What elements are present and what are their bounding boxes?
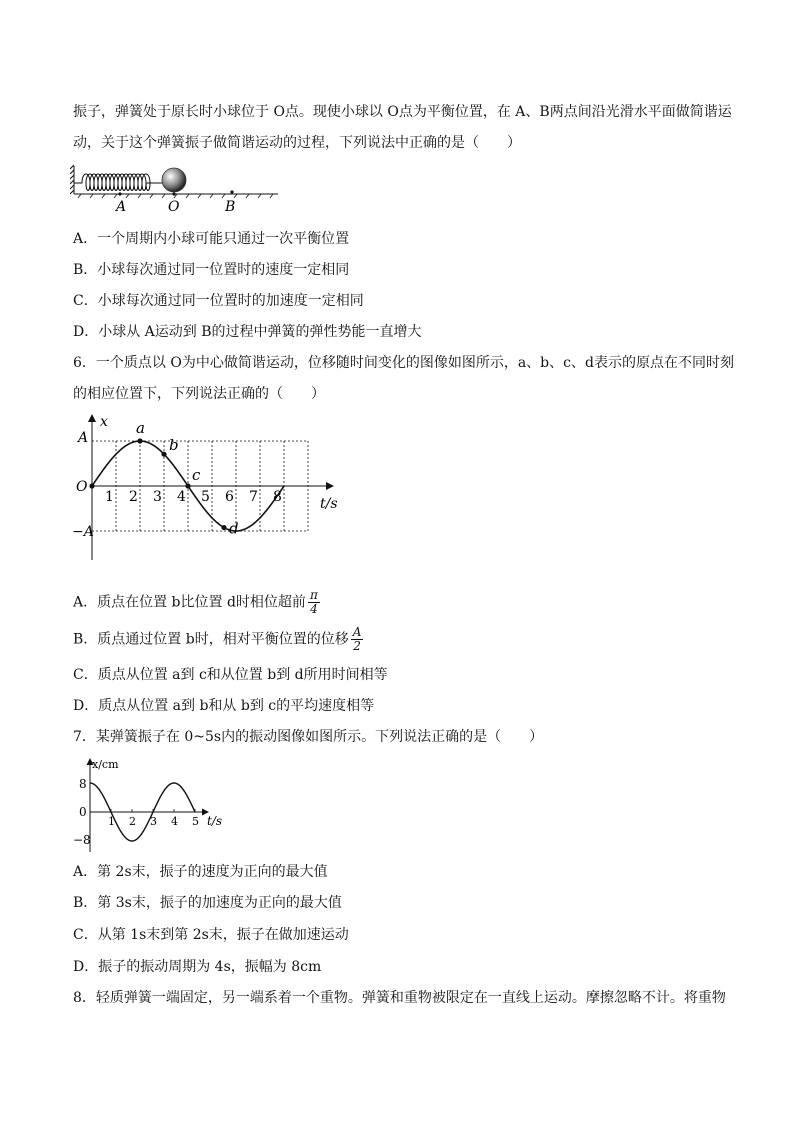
q7-option-b: B．第 3s末，振子的加速度为正向的最大值 <box>73 895 342 911</box>
q5-option-c: C．小球每次通过同一位置时的加速度一定相同 <box>73 293 364 309</box>
q6-displacement-chart <box>70 412 345 567</box>
point-label-a: a <box>136 419 145 437</box>
point-A <box>118 192 121 195</box>
point-label-d: d <box>229 519 239 538</box>
q5-stem-line2: 动，关于这个弹簧振子做简谐运动的过程，下列说法中正确的是（ ） <box>73 135 521 151</box>
y-tick-label-8: 8 <box>79 777 87 791</box>
x-tick-label: 1 <box>108 815 115 828</box>
ball <box>162 168 186 192</box>
x-tick-label: 1 <box>105 489 114 505</box>
fraction-pi-over-4: $\frac{\pi}{4}$ <box>309 588 318 616</box>
q7-option-d: D．振子的振动周期为 4s，振幅为 8cm <box>73 959 322 975</box>
x-tick-label: 2 <box>129 815 136 828</box>
y-tick-label-O: O <box>76 479 88 495</box>
point-label-c: c <box>192 466 201 484</box>
q6-stem-line1: 6．一个质点以 O为中心做简谐运动，位移随时间变化的图像如图所示，a、b、c、d表示的原点在不同时刻 <box>73 355 734 371</box>
y-tick-label-0: 0 <box>79 805 87 819</box>
label-A: A <box>116 199 127 215</box>
y-tick-label-negA: −A <box>72 524 94 540</box>
q5-option-d: D．小球从 A运动到 B的过程中弹簧的弹性势能一直增大 <box>73 324 422 340</box>
x-tick-label: 8 <box>273 489 282 505</box>
x-tick-label: 3 <box>153 489 162 505</box>
x-tick-label: 2 <box>129 489 138 505</box>
point-origin <box>89 483 94 488</box>
point-O <box>172 192 175 195</box>
spring-oscillator-figure <box>70 163 285 215</box>
x-tick-label: 3 <box>150 815 157 828</box>
x-axis-label: t/s <box>207 814 223 828</box>
label-O: O <box>168 199 180 215</box>
point-d <box>221 525 226 530</box>
label-B: B <box>225 199 236 215</box>
fraction-A-over-2: $\frac{A}{2}$ <box>352 625 362 653</box>
q8-stem-line1: 8．轻质弹簧一端固定，另一端系着一个重物。弹簧和重物被限定在一直线上运动。摩擦忽略不计。将重物 <box>73 990 726 1006</box>
y-axis-label: x/cm <box>92 758 119 771</box>
q7-option-a: A．第 2s末，振子的速度为正向的最大值 <box>73 864 328 880</box>
q6-stem-line2: 的相应位置下，下列说法正确的（ ） <box>73 386 325 402</box>
q6-option-a <box>73 589 320 616</box>
q6-option-b-text: B．质点通过位置 b时，相对平衡位置的位移 <box>73 631 349 648</box>
spring-coil <box>74 174 162 191</box>
q7-vibration-chart <box>72 755 232 855</box>
q6-option-b <box>73 626 363 653</box>
x-tick-label: 7 <box>249 489 258 505</box>
q5-stem-line1: 振子，弹簧处于原长时小球位于 O点。现使小球以 O点为平衡位置，在 A、B两点间沿光滑水平面做简谐运 <box>73 104 732 120</box>
q5-option-b: B．小球每次通过同一位置时的速度一定相同 <box>73 262 350 278</box>
x-tick-label: 5 <box>192 815 199 828</box>
x-axis-label: t/s <box>320 496 338 512</box>
x-tick-label: 5 <box>201 489 210 505</box>
wall <box>70 165 74 194</box>
q5-option-a: A．一个周期内小球可能只通过一次平衡位置 <box>73 231 350 247</box>
q6-option-a-text: A．质点在位置 b比位置 d时相位超前 <box>73 594 306 611</box>
point-c <box>185 483 190 488</box>
y-axis-label: x <box>100 414 108 430</box>
q7-stem-line1: 7．某弹簧振子在 0~5s内的振动图像如图所示。下列说法正确的是（ ） <box>73 729 544 745</box>
x-tick-label: 4 <box>177 489 186 505</box>
q6-option-c: C．质点从位置 a到 c和从位置 b到 d所用时间相等 <box>73 667 388 683</box>
point-a <box>137 438 142 443</box>
q7-option-c: C．从第 1s末到第 2s末，振子在做加速运动 <box>73 927 349 943</box>
point-b <box>161 452 166 457</box>
y-tick-label-neg8: −8 <box>73 833 91 847</box>
point-label-b: b <box>169 436 179 455</box>
point-B <box>230 190 233 193</box>
y-tick-label-A: A <box>78 430 89 446</box>
q6-option-d: D．质点从位置 a到 b和从 b到 c的平均速度相等 <box>73 698 375 714</box>
x-tick-label: 6 <box>225 489 234 505</box>
x-tick-label: 4 <box>171 815 178 828</box>
